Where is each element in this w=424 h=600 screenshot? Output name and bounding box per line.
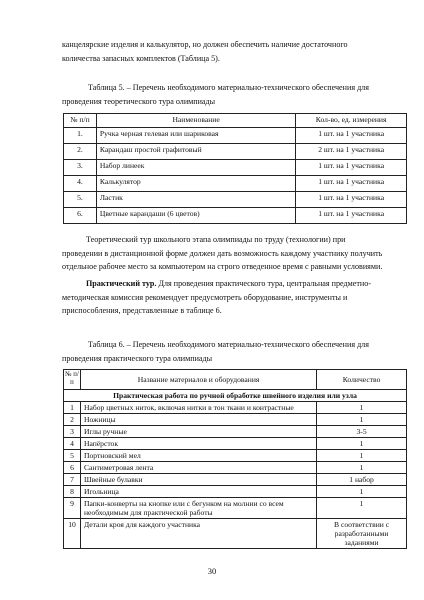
row-quantity: 1: [317, 450, 407, 462]
theory-line-1: Теоретический тур школьного этапа олимпиады по труду (технологии) при: [86, 235, 346, 244]
table5-header-qty: Кол-во, ед. измерения: [296, 114, 407, 128]
row-item: Папки-конверты на кнопке или с бегунком на молнии со всем необходимым для практической работы: [80, 498, 316, 519]
row-item: Набор цветных ниток, включая нитки в тон ткани и контрастные: [80, 402, 316, 414]
table5-caption-line-1: Таблица 5. – Перечень необходимого материально-технического обеспечения для: [88, 83, 369, 92]
row-quantity: 1: [317, 402, 407, 414]
practice-paragraph: [62, 277, 406, 318]
table5-header-name: Наименование: [96, 114, 295, 128]
row-item: Ластик: [96, 192, 295, 208]
row-number: 4: [64, 438, 81, 450]
row-number: 3.: [64, 160, 97, 176]
table6-section-title: Практическая работа по ручной обработке швейного изделия или узла: [64, 390, 407, 402]
theory-line-2: проведении в дистанционной форме должен дать возможность каждому участнику получить: [62, 248, 383, 258]
table5-caption-line-2: проведения теоретического тура олимпиады: [62, 96, 216, 106]
table-row: [64, 426, 407, 438]
row-item: Портновский мел: [80, 450, 316, 462]
row-item: Игольница: [80, 486, 316, 498]
row-quantity: 1 шт. на 1 участника: [296, 208, 407, 224]
row-quantity: 1: [317, 438, 407, 450]
table5-header-row: [64, 114, 407, 128]
table-row: [64, 192, 407, 208]
row-number: 1: [64, 402, 81, 414]
row-number: 6: [64, 462, 81, 474]
row-quantity: 1 набор: [317, 474, 407, 486]
table6: [63, 369, 407, 549]
row-number: 4.: [64, 176, 97, 192]
table6-caption-line-1: Таблица 6. – Перечень необходимого материально-технического обеспечения для: [88, 340, 369, 349]
practice-heading: Практический тур.: [86, 279, 157, 288]
row-item: Набор линеек: [96, 160, 295, 176]
table-row: [64, 474, 407, 486]
practice-line-2: методическая комиссия рекомендует предусмотреть оборудование, инструменты и: [62, 292, 348, 302]
practice-line-1: Для проведения практического тура, центральная предметно-: [156, 279, 371, 288]
row-item: Ножницы: [80, 414, 316, 426]
row-number: 5: [64, 450, 81, 462]
row-number: 9: [64, 498, 81, 519]
row-item: Калькулятор: [96, 176, 295, 192]
row-quantity: 3-5: [317, 426, 407, 438]
intro-line-1: канцелярские изделия и калькулятор, но должен обеспечить наличие достаточного: [62, 40, 348, 49]
row-quantity: 1: [317, 462, 407, 474]
row-number: 1.: [64, 128, 97, 144]
table-row: [64, 176, 407, 192]
table6-header-num: № п/п: [64, 370, 81, 390]
table6-header-qty: Количество: [317, 370, 407, 390]
row-item: Сантиметровая лента: [80, 462, 316, 474]
row-number: 10: [64, 519, 81, 549]
row-quantity: 1: [317, 486, 407, 498]
table5-header-num: № п/п: [64, 114, 97, 128]
row-item: Ручка черная гелевая или шариковая: [96, 128, 295, 144]
table-row: [64, 438, 407, 450]
row-quantity: 1 шт. на 1 участника: [296, 128, 407, 144]
row-number: 2: [64, 414, 81, 426]
table6-caption-line-2: проведения практического тура олимпиады: [62, 353, 213, 363]
table-row: [64, 144, 407, 160]
table-row: [64, 462, 407, 474]
row-number: 8: [64, 486, 81, 498]
table6-header-row: [64, 370, 407, 390]
row-quantity: 2 шт. на 1 участника: [296, 144, 407, 160]
table6-section-row: [64, 390, 407, 402]
page-number: 30: [207, 566, 217, 576]
intro-paragraph: [62, 38, 406, 65]
intro-line-2: количества запасных комплектов (Таблица 5).: [62, 53, 220, 63]
row-item: Напёрсток: [80, 438, 316, 450]
practice-line-3: приспособления, представленные в таблице 6.: [62, 306, 222, 316]
table6-caption: [62, 338, 406, 365]
table-row: [64, 128, 407, 144]
row-item: Карандаш простой графитовый: [96, 144, 295, 160]
table-row: [64, 498, 407, 519]
row-number: 2.: [64, 144, 97, 160]
row-item: Швейные булавки: [80, 474, 316, 486]
table-row: [64, 208, 407, 224]
row-quantity: 1: [317, 498, 407, 519]
table-row: [64, 450, 407, 462]
table6-header-name: Название материалов и оборудования: [80, 370, 316, 390]
table-row: [64, 402, 407, 414]
row-quantity: 1 шт. на 1 участника: [296, 192, 407, 208]
row-number: 3: [64, 426, 81, 438]
table5: [63, 113, 407, 224]
table-row: [64, 414, 407, 426]
theory-line-3: отдельное рабочее место за компьютером на строго отведенное время с равными условиями.: [62, 262, 383, 272]
row-quantity: 1 шт. на 1 участника: [296, 176, 407, 192]
row-quantity: 1: [317, 414, 407, 426]
row-item: Цветные карандаши (6 цветов): [96, 208, 295, 224]
row-number: 6.: [64, 208, 97, 224]
row-number: 5.: [64, 192, 97, 208]
row-item: Детали кроя для каждого участника: [80, 519, 316, 549]
table5-caption: [62, 81, 406, 108]
row-item: Иглы ручные: [80, 426, 316, 438]
row-number: 7: [64, 474, 81, 486]
table-row: [64, 519, 407, 549]
table-row: [64, 160, 407, 176]
row-quantity: 1 шт. на 1 участника: [296, 160, 407, 176]
row-quantity: В соответствии с разработанными заданиями: [317, 519, 407, 549]
table-row: [64, 486, 407, 498]
theory-paragraph: [62, 233, 406, 274]
